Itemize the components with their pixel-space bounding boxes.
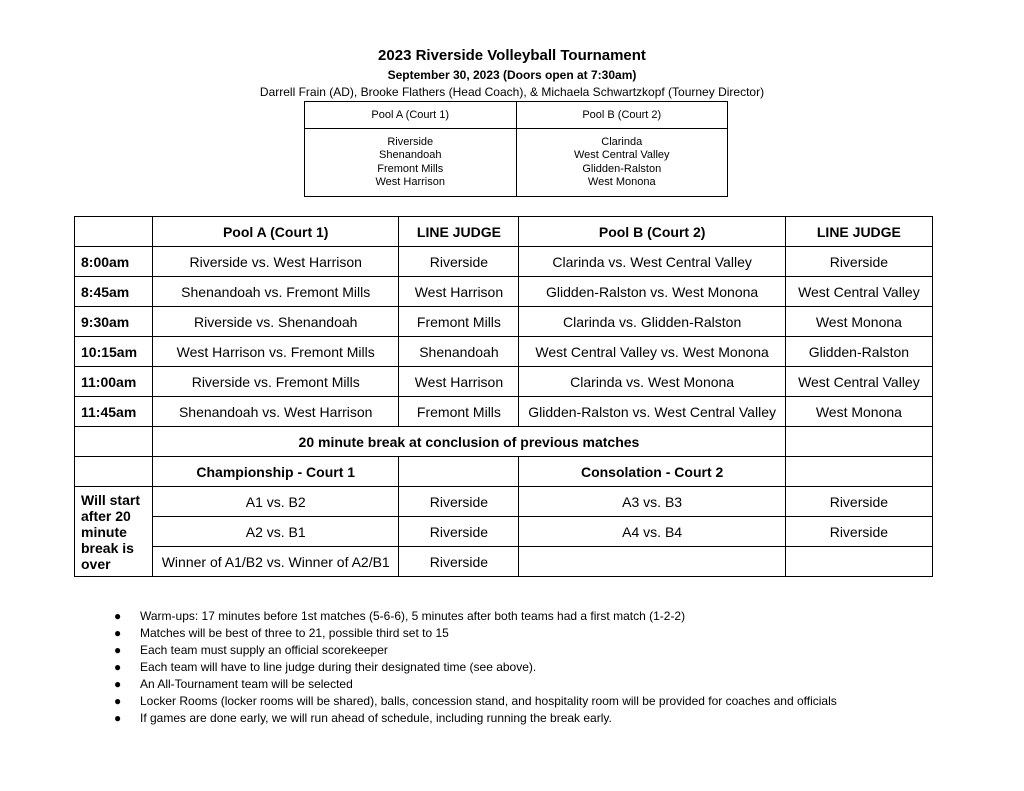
pool-a-line-judge: West Harrison	[399, 277, 519, 307]
list-item	[114, 676, 837, 693]
bullet-icon: ●	[114, 626, 122, 640]
empty-cell	[785, 457, 932, 487]
line-judge-a-column-header: LINE JUDGE	[399, 217, 519, 247]
pool-b-line-judge: West Monona	[785, 397, 932, 427]
pool-b-match: West Central Valley vs. West Monona	[519, 337, 785, 367]
consolation-line-judge: Riverside	[785, 517, 932, 547]
pool-b-header: Pool B (Court 2)	[516, 102, 728, 129]
bracket-start-note: Will start after 20 minute break is over	[75, 487, 153, 577]
consolation-match	[519, 547, 785, 577]
bullet-icon: ●	[114, 643, 122, 657]
pool-b-team: Clarinda	[601, 135, 643, 148]
document-subtitle: September 30, 2023 (Doors open at 7:30am)	[387, 68, 637, 82]
pool-b-line-judge: Riverside	[785, 247, 932, 277]
pool-b-line-judge: Glidden-Ralston	[785, 337, 932, 367]
pool-b-match: Glidden-Ralston vs. West Central Valley	[519, 397, 785, 427]
pool-b-team: West Central Valley	[573, 149, 670, 161]
note-text: Warm-ups: 17 minutes before 1st matches (5-6-6), 5 minutes after both teams had a first match (1-2-2)	[140, 609, 686, 623]
pool-a-line-judge: Riverside	[399, 247, 519, 277]
time-cell: 11:45am	[75, 397, 153, 427]
table-row	[75, 517, 933, 547]
consolation-header: Consolation - Court 2	[519, 457, 785, 487]
note-text: Locker Rooms (locker rooms will be shared), balls, concession stand, and hospitality room will be provided for coaches and officials	[140, 694, 837, 708]
championship-line-judge: Riverside	[399, 517, 519, 547]
time-cell: 8:45am	[75, 277, 153, 307]
pools-teams-row	[305, 129, 728, 197]
pool-b-line-judge: West Central Valley	[785, 277, 932, 307]
pool-b-match: Clarinda vs. West Monona	[519, 367, 785, 397]
line-judge-b-column-header: LINE JUDGE	[785, 217, 932, 247]
championship-header: Championship - Court 1	[153, 457, 399, 487]
pools-table	[304, 101, 728, 197]
pool-a-match: West Harrison vs. Fremont Mills	[153, 337, 399, 367]
pool-a-column-header: Pool A (Court 1)	[153, 217, 399, 247]
pool-a-team: Riverside	[387, 135, 434, 148]
note-text: Matches will be best of three to 21, possible third set to 15	[140, 626, 449, 640]
bullet-icon: ●	[114, 694, 122, 708]
schedule-table	[74, 216, 933, 577]
pool-a-match: Riverside vs. Fremont Mills	[153, 367, 399, 397]
list-item	[114, 625, 837, 642]
consolation-match: A4 vs. B4	[519, 517, 785, 547]
bullet-icon: ●	[114, 711, 122, 725]
pool-a-team: West Harrison	[375, 176, 445, 188]
pool-b-team: West Monona	[587, 176, 656, 188]
pool-a-line-judge: Fremont Mills	[399, 307, 519, 337]
table-row	[75, 247, 933, 277]
pool-a-team: Shenandoah	[379, 149, 442, 161]
empty-cell	[75, 427, 153, 457]
consolation-line-judge	[785, 547, 932, 577]
pool-b-match: Glidden-Ralston vs. West Monona	[519, 277, 785, 307]
pool-a-match: Shenandoah vs. West Harrison	[153, 397, 399, 427]
staff-line: Darrell Frain (AD), Brooke Flathers (Head Coach), & Michaela Schwartzkopf (Tourney Director)	[259, 85, 765, 99]
pool-b-column-header: Pool B (Court 2)	[519, 217, 785, 247]
empty-cell	[75, 457, 153, 487]
championship-match: A1 vs. B2	[153, 487, 399, 517]
table-row	[75, 277, 933, 307]
pool-b-line-judge: West Monona	[785, 307, 932, 337]
table-row	[75, 307, 933, 337]
pool-b-match: Clarinda vs. Glidden-Ralston	[519, 307, 785, 337]
pool-a-match: Shenandoah vs. Fremont Mills	[153, 277, 399, 307]
time-cell: 10:15am	[75, 337, 153, 367]
time-cell: 9:30am	[75, 307, 153, 337]
break-row	[75, 427, 933, 457]
list-item	[114, 710, 837, 727]
empty-cell	[785, 427, 932, 457]
bullet-icon: ●	[114, 677, 122, 691]
table-row	[75, 367, 933, 397]
consolation-line-judge: Riverside	[785, 487, 932, 517]
table-row	[75, 487, 933, 517]
time-column-header	[75, 217, 153, 247]
bullet-icon: ●	[114, 609, 122, 623]
note-text: If games are done early, we will run ahead of schedule, including running the break early.	[140, 711, 612, 725]
pool-b-teams	[516, 129, 728, 197]
empty-cell	[399, 457, 519, 487]
championship-match: Winner of A1/B2 vs. Winner of A2/B1	[153, 547, 399, 577]
notes-list	[114, 608, 837, 727]
document-title: 2023 Riverside Volleyball Tournament	[378, 47, 646, 64]
pool-b-line-judge: West Central Valley	[785, 367, 932, 397]
pool-a-teams	[305, 129, 517, 197]
note-text: Each team must supply an official scorekeeper	[140, 643, 388, 657]
pool-a-match: Riverside vs. Shenandoah	[153, 307, 399, 337]
pool-a-match: Riverside vs. West Harrison	[153, 247, 399, 277]
list-item	[114, 642, 837, 659]
list-item	[114, 659, 837, 676]
pool-b-team: Glidden-Ralston	[582, 162, 662, 175]
pool-a-line-judge: Shenandoah	[399, 337, 519, 367]
pools-header-row	[305, 102, 728, 129]
time-cell: 11:00am	[75, 367, 153, 397]
list-item	[114, 608, 837, 625]
bracket-header-row	[75, 457, 933, 487]
break-note: 20 minute break at conclusion of previous matches	[153, 427, 786, 457]
consolation-match: A3 vs. B3	[519, 487, 785, 517]
championship-line-judge: Riverside	[399, 547, 519, 577]
pool-a-line-judge: Fremont Mills	[399, 397, 519, 427]
table-row	[75, 337, 933, 367]
pool-a-line-judge: West Harrison	[399, 367, 519, 397]
list-item	[114, 693, 837, 710]
table-row	[75, 397, 933, 427]
pool-a-team: Fremont Mills	[377, 162, 444, 175]
time-cell: 8:00am	[75, 247, 153, 277]
pool-b-match: Clarinda vs. West Central Valley	[519, 247, 785, 277]
championship-line-judge: Riverside	[399, 487, 519, 517]
note-text: An All-Tournament team will be selected	[140, 677, 353, 691]
bullet-icon: ●	[114, 660, 122, 674]
pool-a-header: Pool A (Court 1)	[305, 102, 517, 129]
championship-match: A2 vs. B1	[153, 517, 399, 547]
table-row	[75, 547, 933, 577]
note-text: Each team will have to line judge during their designated time (see above).	[140, 660, 537, 674]
schedule-header-row	[75, 217, 933, 247]
